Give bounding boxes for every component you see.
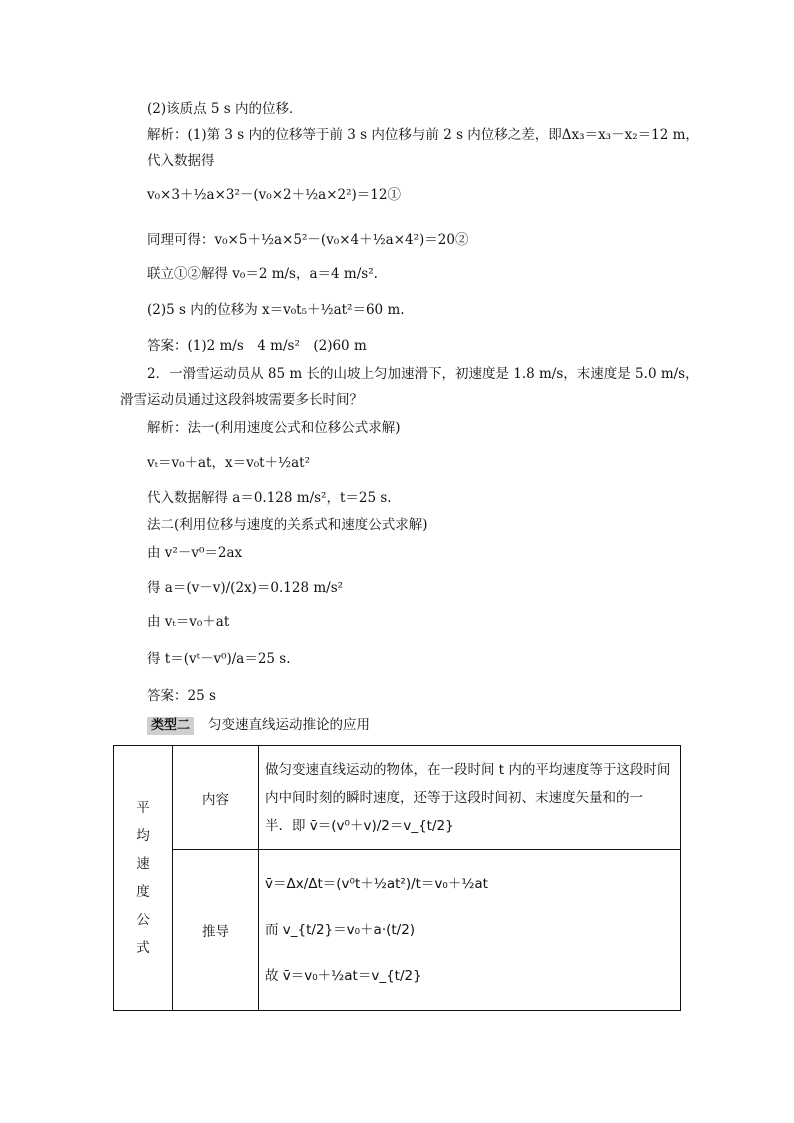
- formula-table: [113, 745, 681, 1011]
- topic-char: 平: [136, 800, 150, 816]
- solution-intro: 解析：(1)第 3 s 内的位移等于前 3 s 内位移与前 2 s 内位移之差，即Δx₃＝x₃－x₂＝12 m，: [147, 127, 699, 143]
- row-head-content: 内容: [173, 746, 259, 850]
- derivation-cell: [259, 850, 681, 1011]
- problem-2-line-1: 2．一滑雪运动员从 85 m 长的山坡上匀加速滑下，初速度是 1.8 m/s，末速度是 5.0 m/s，: [147, 366, 699, 382]
- content-line-3: 半．即 v̄＝(v⁰＋v)/2＝v_{t/2}: [265, 817, 454, 834]
- content-cell: [259, 746, 681, 850]
- equation-2: 同理可得：v₀×5＋½a×5²－(v₀×4＋½a×4²)＝20②: [147, 232, 469, 248]
- problem-2-line-2: 滑雪运动员通过这段斜坡需要多长时间？: [120, 392, 363, 408]
- derivation-line-2: 而 v_{t/2}＝v₀＋a·(t/2): [265, 922, 416, 938]
- topic-char: 公: [136, 912, 150, 928]
- joint-solution: 联立①②解得 v₀＝2 m/s，a＝4 m/s².: [147, 266, 378, 282]
- method-1-result: 代入数据解得 a＝0.128 m/s²，t＝25 s.: [147, 490, 392, 506]
- method-2-title: 法二(利用位移与速度的关系式和速度公式求解): [147, 517, 428, 533]
- answer-2: 答案：25 s: [147, 688, 216, 704]
- section-heading: [147, 716, 370, 734]
- topic-char: 式: [136, 940, 150, 956]
- method-2-equation-1: 由 v²－v⁰＝2ax: [147, 545, 243, 561]
- displacement-result: (2)5 s 内的位移为 x＝v₀t₅＋½at²＝60 m.: [147, 302, 405, 318]
- derivation-line-1: v̄＝Δx/Δt＝(v⁰t＋½at²)/t＝v₀＋½at: [265, 876, 488, 892]
- substitute-text: 代入数据得: [147, 153, 215, 169]
- topic-char: 度: [136, 884, 150, 900]
- method-2-equation-2: 得 a＝(v－v)/(2x)＝0.128 m/s²: [147, 580, 344, 596]
- content-line-1: 做匀变速直线运动的物体，在一段时间 t 内的平均速度等于这段时间: [265, 761, 671, 778]
- method-2-equation-4: 得 t＝(vᵗ－v⁰)/a＝25 s.: [147, 651, 291, 667]
- row-head-derivation: 推导: [173, 850, 259, 1011]
- equation-1: v₀×3＋½a×3²－(v₀×2＋½a×2²)＝12①: [147, 187, 401, 203]
- derivation-line-3: 故 v̄＝v₀＋½at＝v_{t/2}: [265, 968, 422, 984]
- content-line-2: 内中间时刻的瞬时速度，还等于这段时间初、末速度矢量和的一: [265, 789, 643, 806]
- table-topic-cell: [114, 746, 173, 1011]
- topic-char: 均: [136, 828, 150, 844]
- method-2-equation-3: 由 vₜ＝v₀＋at: [147, 614, 230, 630]
- method-1-title: 解析：法一(利用速度公式和位移公式求解): [147, 420, 401, 436]
- method-1-equation: vₜ＝v₀＋at，x＝v₀t＋½at²: [147, 455, 311, 471]
- section-title: 匀变速直线运动推论的应用: [208, 717, 371, 733]
- question-part-2: (2)该质点 5 s 内的位移．: [147, 101, 303, 117]
- topic-char: 速: [136, 856, 150, 872]
- answer-1: 答案：(1)2 m/s 4 m/s² (2)60 m: [147, 338, 367, 354]
- section-label: 类型二: [147, 717, 194, 735]
